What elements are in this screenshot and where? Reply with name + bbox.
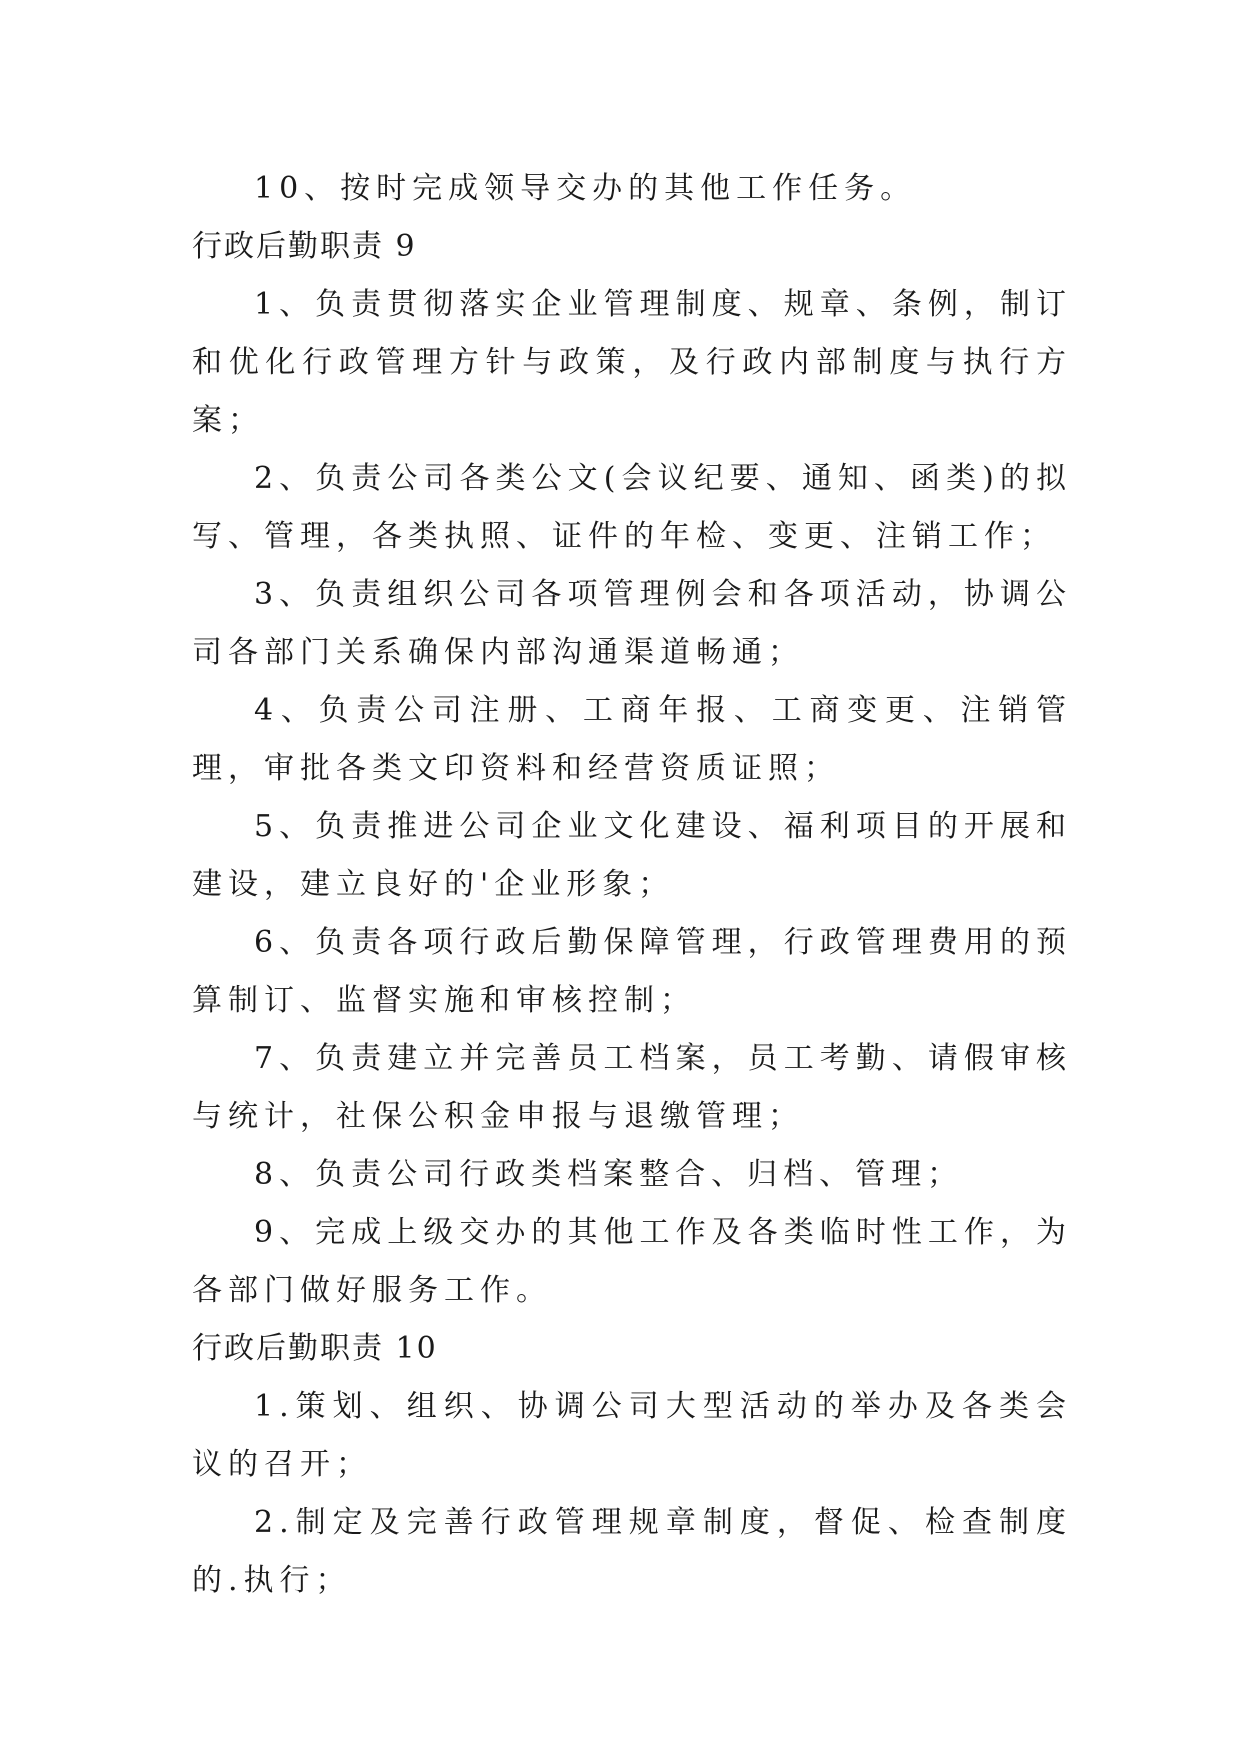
list-item: 4、负责公司注册、工商年报、工商变更、注销管理，审批各类文印资料和经营资质证照； xyxy=(192,693,1072,786)
list-item: 9、完成上级交办的其他工作及各类临时性工作，为各部门做好服务工作。 xyxy=(192,1215,1072,1308)
section-heading: 行政后勤职责 9 xyxy=(192,229,417,264)
list-item: 6、负责各项行政后勤保障管理，行政管理费用的预算制订、监督实施和审核控制； xyxy=(192,925,1072,1018)
list-item: 10、按时完成领导交办的其他工作任务。 xyxy=(254,171,917,206)
list-item: 7、负责建立并完善员工档案，员工考勤、请假审核与统计，社保公积金申报与退缴管理； xyxy=(192,1041,1072,1134)
list-item: 1.策划、组织、协调公司大型活动的举办及各类会议的召开； xyxy=(192,1389,1072,1482)
list-item: 8、负责公司行政类档案整合、归档、管理； xyxy=(254,1157,964,1192)
list-item: 3、负责组织公司各项管理例会和各项活动，协调公司各部门关系确保内部沟通渠道畅通； xyxy=(192,577,1072,670)
list-item: 1、负责贯彻落实企业管理制度、规章、条例，制订和优化行政管理方针与政策，及行政内部制度与执行方案； xyxy=(192,287,1072,438)
list-item: 2、负责公司各类公文(会议纪要、通知、函类)的拟写、管理，各类执照、证件的年检、变更、注销工作； xyxy=(192,461,1072,554)
section-heading: 行政后勤职责 10 xyxy=(192,1331,438,1366)
list-item: 2.制定及完善行政管理规章制度，督促、检查制度的.执行； xyxy=(192,1505,1072,1598)
list-item: 5、负责推进公司企业文化建设、福利项目的开展和建设，建立良好的'企业形象； xyxy=(192,809,1072,902)
document-body xyxy=(192,160,1072,1610)
